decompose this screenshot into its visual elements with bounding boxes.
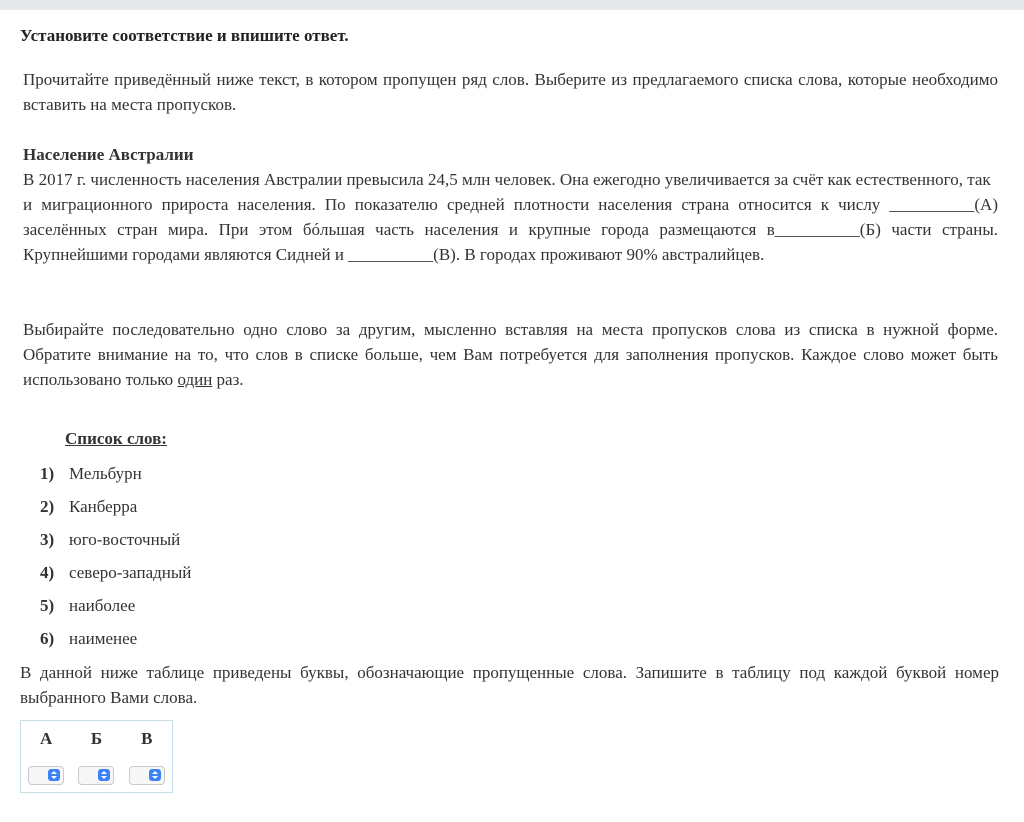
task-title: Установите соответствие и впишите ответ. bbox=[20, 26, 349, 45]
header-a: А bbox=[40, 729, 53, 748]
select-arrows-icon bbox=[48, 769, 60, 781]
word-text: наиболее bbox=[69, 596, 136, 615]
answer-select-v[interactable] bbox=[129, 766, 165, 785]
word-list-title: Список слов: bbox=[65, 429, 167, 448]
instructions-text bbox=[23, 317, 998, 392]
story-block bbox=[23, 142, 998, 267]
word-text: Канберра bbox=[69, 497, 138, 516]
instructions-before: Выбирайте последовательно одно слово за другим, мысленно вставляя на места пропусков слова из списка в нужной форме. Обратите внимание на то, что слов в списке больше, чем Вам потребуется для заполнения пропусков. Каждое слово может быть использовано только bbox=[23, 320, 998, 389]
word-list bbox=[40, 461, 191, 659]
table-note: В данной ниже таблице приведены буквы, обозначающие пропущенные слова. Запишите в таблицу под каждой буквой номер выбранного Вами слова. bbox=[20, 663, 999, 707]
answer-select-a[interactable] bbox=[28, 766, 64, 785]
word-number: 1) bbox=[40, 464, 55, 483]
word-item bbox=[40, 593, 191, 626]
story-line-1: В 2017 г. численность населения Австралии превысила 24,5 млн человек. Она ежегодно увеличивается за счёт как естественного, так bbox=[23, 170, 991, 189]
header-v: В bbox=[141, 729, 153, 748]
word-item bbox=[40, 494, 191, 527]
instructions-underlined: один bbox=[177, 370, 213, 389]
word-item bbox=[40, 461, 191, 494]
instructions-after: раз. bbox=[212, 370, 244, 389]
header-b: Б bbox=[90, 729, 103, 748]
answer-table bbox=[20, 720, 173, 793]
word-number: 2) bbox=[40, 497, 55, 516]
answer-select-b[interactable] bbox=[78, 766, 114, 785]
word-text: наименее bbox=[69, 629, 138, 648]
top-bar bbox=[0, 0, 1024, 10]
word-text: северо-западный bbox=[69, 563, 192, 582]
word-item bbox=[40, 527, 191, 560]
story-line-2: и миграционного прироста населения. По показателю средней плотности населения страна относится к числу __________(А) заселённых стран мира. При этом бóльшая часть населения и крупные города размещаются в__________(Б) части страны. Крупнейшими городами являются Сидней и __________(В). В городах проживают 90% австралийцев. bbox=[23, 195, 998, 264]
select-arrows-icon bbox=[98, 769, 110, 781]
word-text: Мельбурн bbox=[69, 464, 142, 483]
select-arrows-icon bbox=[149, 769, 161, 781]
word-text: юго-восточный bbox=[69, 530, 181, 549]
word-item bbox=[40, 560, 191, 593]
word-item bbox=[40, 626, 191, 659]
word-number: 3) bbox=[40, 530, 55, 549]
story-heading: Население Австралии bbox=[23, 145, 194, 164]
word-number: 6) bbox=[40, 629, 55, 648]
word-number: 4) bbox=[40, 563, 55, 582]
intro-text: Прочитайте приведённый ниже текст, в котором пропущен ряд слов. Выберите из предлагаемого списка слова, которые необходимо вставить на места пропусков. bbox=[23, 70, 998, 114]
word-number: 5) bbox=[40, 596, 55, 615]
